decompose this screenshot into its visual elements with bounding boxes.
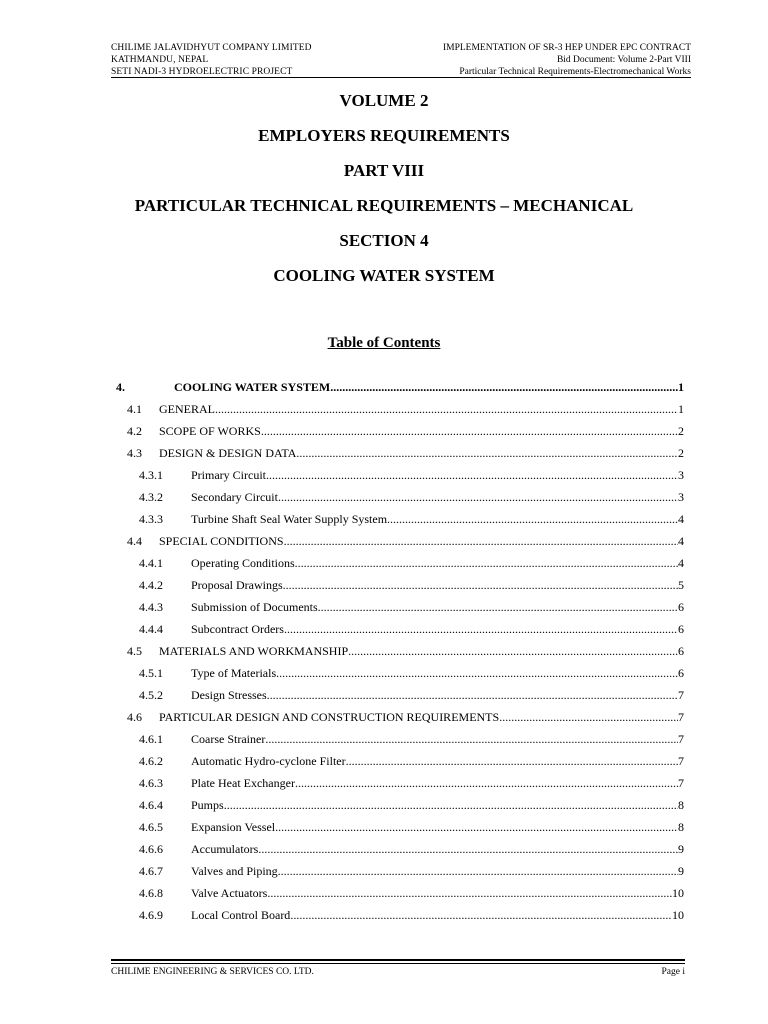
toc-dot-leader [284,534,678,549]
toc-dot-leader [346,754,678,769]
toc-entry-page: 2 [678,424,684,438]
toc-dot-leader [295,776,678,791]
toc-entry-title: MATERIALS AND WORKMANSHIP [159,644,349,658]
toc-entry-page: 7 [678,688,684,702]
toc-entry-page: 7 [678,710,684,724]
toc-entry-title: Turbine Shaft Seal Water Supply System [191,512,388,526]
toc-entry-number: 4.4.3 [139,600,163,614]
title-section: SECTION 4 [339,231,429,250]
toc-entry-number: 4.1 [127,402,142,416]
toc-entry-page: 9 [678,864,684,878]
toc-entry[interactable] [116,380,684,402]
toc-entry[interactable] [116,600,684,622]
toc-entry-page: 6 [678,600,684,614]
toc-entry-title: GENERAL [159,402,215,416]
toc-entry-page: 10 [672,886,684,900]
toc-entry-page: 6 [678,666,684,680]
toc-entry-number: 4.2 [127,424,142,438]
toc-dot-leader [330,380,678,395]
toc-dot-leader [276,666,678,681]
toc-entry[interactable] [116,754,684,776]
toc-heading: Table of Contents [327,335,441,351]
toc-entry-page: 8 [678,820,684,834]
toc-entry-title: Expansion Vessel [191,820,276,834]
toc-entry-page: 7 [678,732,684,746]
toc-entry-title: PARTICULAR DESIGN AND CONSTRUCTION REQUIREMENTS [159,710,500,724]
footer-divider-thick [111,959,685,961]
toc-entry-number: 4.3 [127,446,142,460]
toc-entry[interactable] [116,688,684,710]
toc-entry[interactable] [116,490,684,512]
toc-entry[interactable] [116,908,684,930]
toc-entry-page: 6 [678,622,684,636]
toc-entry[interactable] [116,402,684,424]
toc-entry-number: 4.6.1 [139,732,163,746]
toc-entry[interactable] [116,666,684,688]
toc-entry[interactable] [116,842,684,864]
toc-entry-title: Valves and Piping [191,864,278,878]
header-contract: IMPLEMENTATION OF SR-3 HEP UNDER EPC CONTRACT [442,43,691,53]
toc-entry-number: 4.6.3 [139,776,163,790]
toc-entry-number: 4.3.3 [139,512,163,526]
toc-entry[interactable] [116,710,684,732]
title-part: PART VIII [343,161,425,180]
toc-entry-number: 4.6.5 [139,820,163,834]
title-particular-requirements: PARTICULAR TECHNICAL REQUIREMENTS – MECHANICAL [134,196,634,215]
toc-entry[interactable] [116,864,684,886]
toc-entry-page: 10 [672,908,684,922]
toc-entry-page: 3 [678,468,684,482]
toc-entry-title: Type of Materials [191,666,277,680]
header-location: KATHMANDU, NEPAL [111,55,209,65]
toc-entry-page: 4 [678,534,684,548]
toc-entry-number: 4.4.1 [139,556,163,570]
toc-entry-title: Primary Circuit [191,468,266,482]
toc-dot-leader [258,842,678,857]
toc-entry-title: Valve Actuators [191,886,268,900]
toc-entry-page: 5 [678,578,684,592]
toc-entry-page: 7 [678,776,684,790]
table-of-contents [116,380,684,930]
title-volume: VOLUME 2 [339,91,429,110]
toc-entry-page: 2 [678,446,684,460]
toc-dot-leader [348,644,678,659]
toc-entry-number: 4.5.2 [139,688,163,702]
toc-dot-leader [296,446,678,461]
toc-dot-leader [267,886,672,901]
header-project: SETI NADI-3 HYDROELECTRIC PROJECT [111,67,293,77]
toc-entry[interactable] [116,534,684,556]
toc-entry-number: 4.6.8 [139,886,163,900]
toc-entry-title: Submission of Documents [191,600,318,614]
toc-entry-number: 4.3.2 [139,490,163,504]
toc-entry-title: COOLING WATER SYSTEM [174,380,331,394]
toc-dot-leader [278,864,678,879]
toc-entry-number: 4.5.1 [139,666,163,680]
toc-entry-page: 3 [678,490,684,504]
toc-entry-page: 4 [678,512,684,526]
toc-entry-number: 4. [116,380,125,394]
toc-entry-number: 4.4.2 [139,578,163,592]
toc-entry[interactable] [116,776,684,798]
toc-entry-title: Pumps [191,798,224,812]
toc-entry-title: Plate Heat Exchanger [191,776,295,790]
footer-divider-thin [111,963,685,964]
toc-entry-title: Proposal Drawings [191,578,283,592]
title-system: COOLING WATER SYSTEM [273,266,495,285]
toc-entry-page: 8 [678,798,684,812]
toc-entry-number: 4.5 [127,644,142,658]
toc-dot-leader [265,732,678,747]
toc-entry[interactable] [116,820,684,842]
toc-dot-leader [284,622,678,637]
toc-dot-leader [387,512,678,527]
toc-entry-title: Secondary Circuit [191,490,278,504]
toc-entry-title: Coarse Strainer [191,732,266,746]
toc-dot-leader [295,556,678,571]
toc-dot-leader [275,820,678,835]
toc-entry-title: DESIGN & DESIGN DATA [159,446,297,460]
header-requirements: Particular Technical Requirements-Electromechanical Works [459,67,691,77]
title-employers-requirements: EMPLOYERS REQUIREMENTS [258,126,510,145]
toc-entry-page: 7 [678,754,684,768]
toc-entry[interactable] [116,798,684,820]
toc-entry-page: 6 [678,644,684,658]
footer-page-number: Page i [661,967,685,977]
toc-entry-number: 4.6.2 [139,754,163,768]
toc-entry-number: 4.6.6 [139,842,163,856]
toc-dot-leader [290,908,672,923]
header-company: CHILIME JALAVIDHYUT COMPANY LIMITED [111,43,312,53]
title-block [0,91,768,301]
toc-entry-title: Subcontract Orders [191,622,284,636]
toc-entry[interactable] [116,556,684,578]
toc-entry[interactable] [116,512,684,534]
toc-entry-page: 1 [678,402,684,416]
toc-dot-leader [267,688,678,703]
toc-dot-leader [283,578,678,593]
toc-entry-title: Accumulators [191,842,259,856]
toc-entry-title: Local Control Board [191,908,291,922]
footer-company: CHILIME ENGINEERING & SERVICES CO. LTD. [111,967,314,977]
toc-dot-leader [278,490,678,505]
toc-entry[interactable] [116,468,684,490]
page-header [111,42,691,78]
toc-entry-number: 4.6 [127,710,142,724]
toc-entry-title: Design Stresses [191,688,267,702]
toc-entry-title: Automatic Hydro-cyclone Filter [191,754,346,768]
toc-entry[interactable] [116,578,684,600]
toc-entry-title: Operating Conditions [191,556,295,570]
header-divider [111,77,691,78]
toc-dot-leader [215,402,678,417]
toc-dot-leader [318,600,678,615]
toc-entry-number: 4.3.1 [139,468,163,482]
toc-entry-page: 4 [678,556,684,570]
header-bid-document: Bid Document: Volume 2-Part VIII [556,55,691,65]
toc-entry-title: SCOPE OF WORKS [159,424,261,438]
toc-entry-title: SPECIAL CONDITIONS [159,534,284,548]
toc-entry-number: 4.6.9 [139,908,163,922]
toc-dot-leader [266,468,678,483]
toc-entry[interactable] [116,446,684,468]
toc-dot-leader [261,424,678,439]
toc-entry-number: 4.4.4 [139,622,163,636]
toc-entry-number: 4.4 [127,534,142,548]
toc-entry[interactable] [116,732,684,754]
toc-entry-number: 4.6.4 [139,798,163,812]
toc-entry[interactable] [116,622,684,644]
toc-entry[interactable] [116,886,684,908]
toc-entry-page: 1 [678,380,684,394]
toc-entry-number: 4.6.7 [139,864,163,878]
toc-entry[interactable] [116,644,684,666]
toc-dot-leader [224,798,678,813]
toc-entry-page: 9 [678,842,684,856]
toc-dot-leader [499,710,678,725]
toc-entry[interactable] [116,424,684,446]
page-footer [111,967,685,977]
